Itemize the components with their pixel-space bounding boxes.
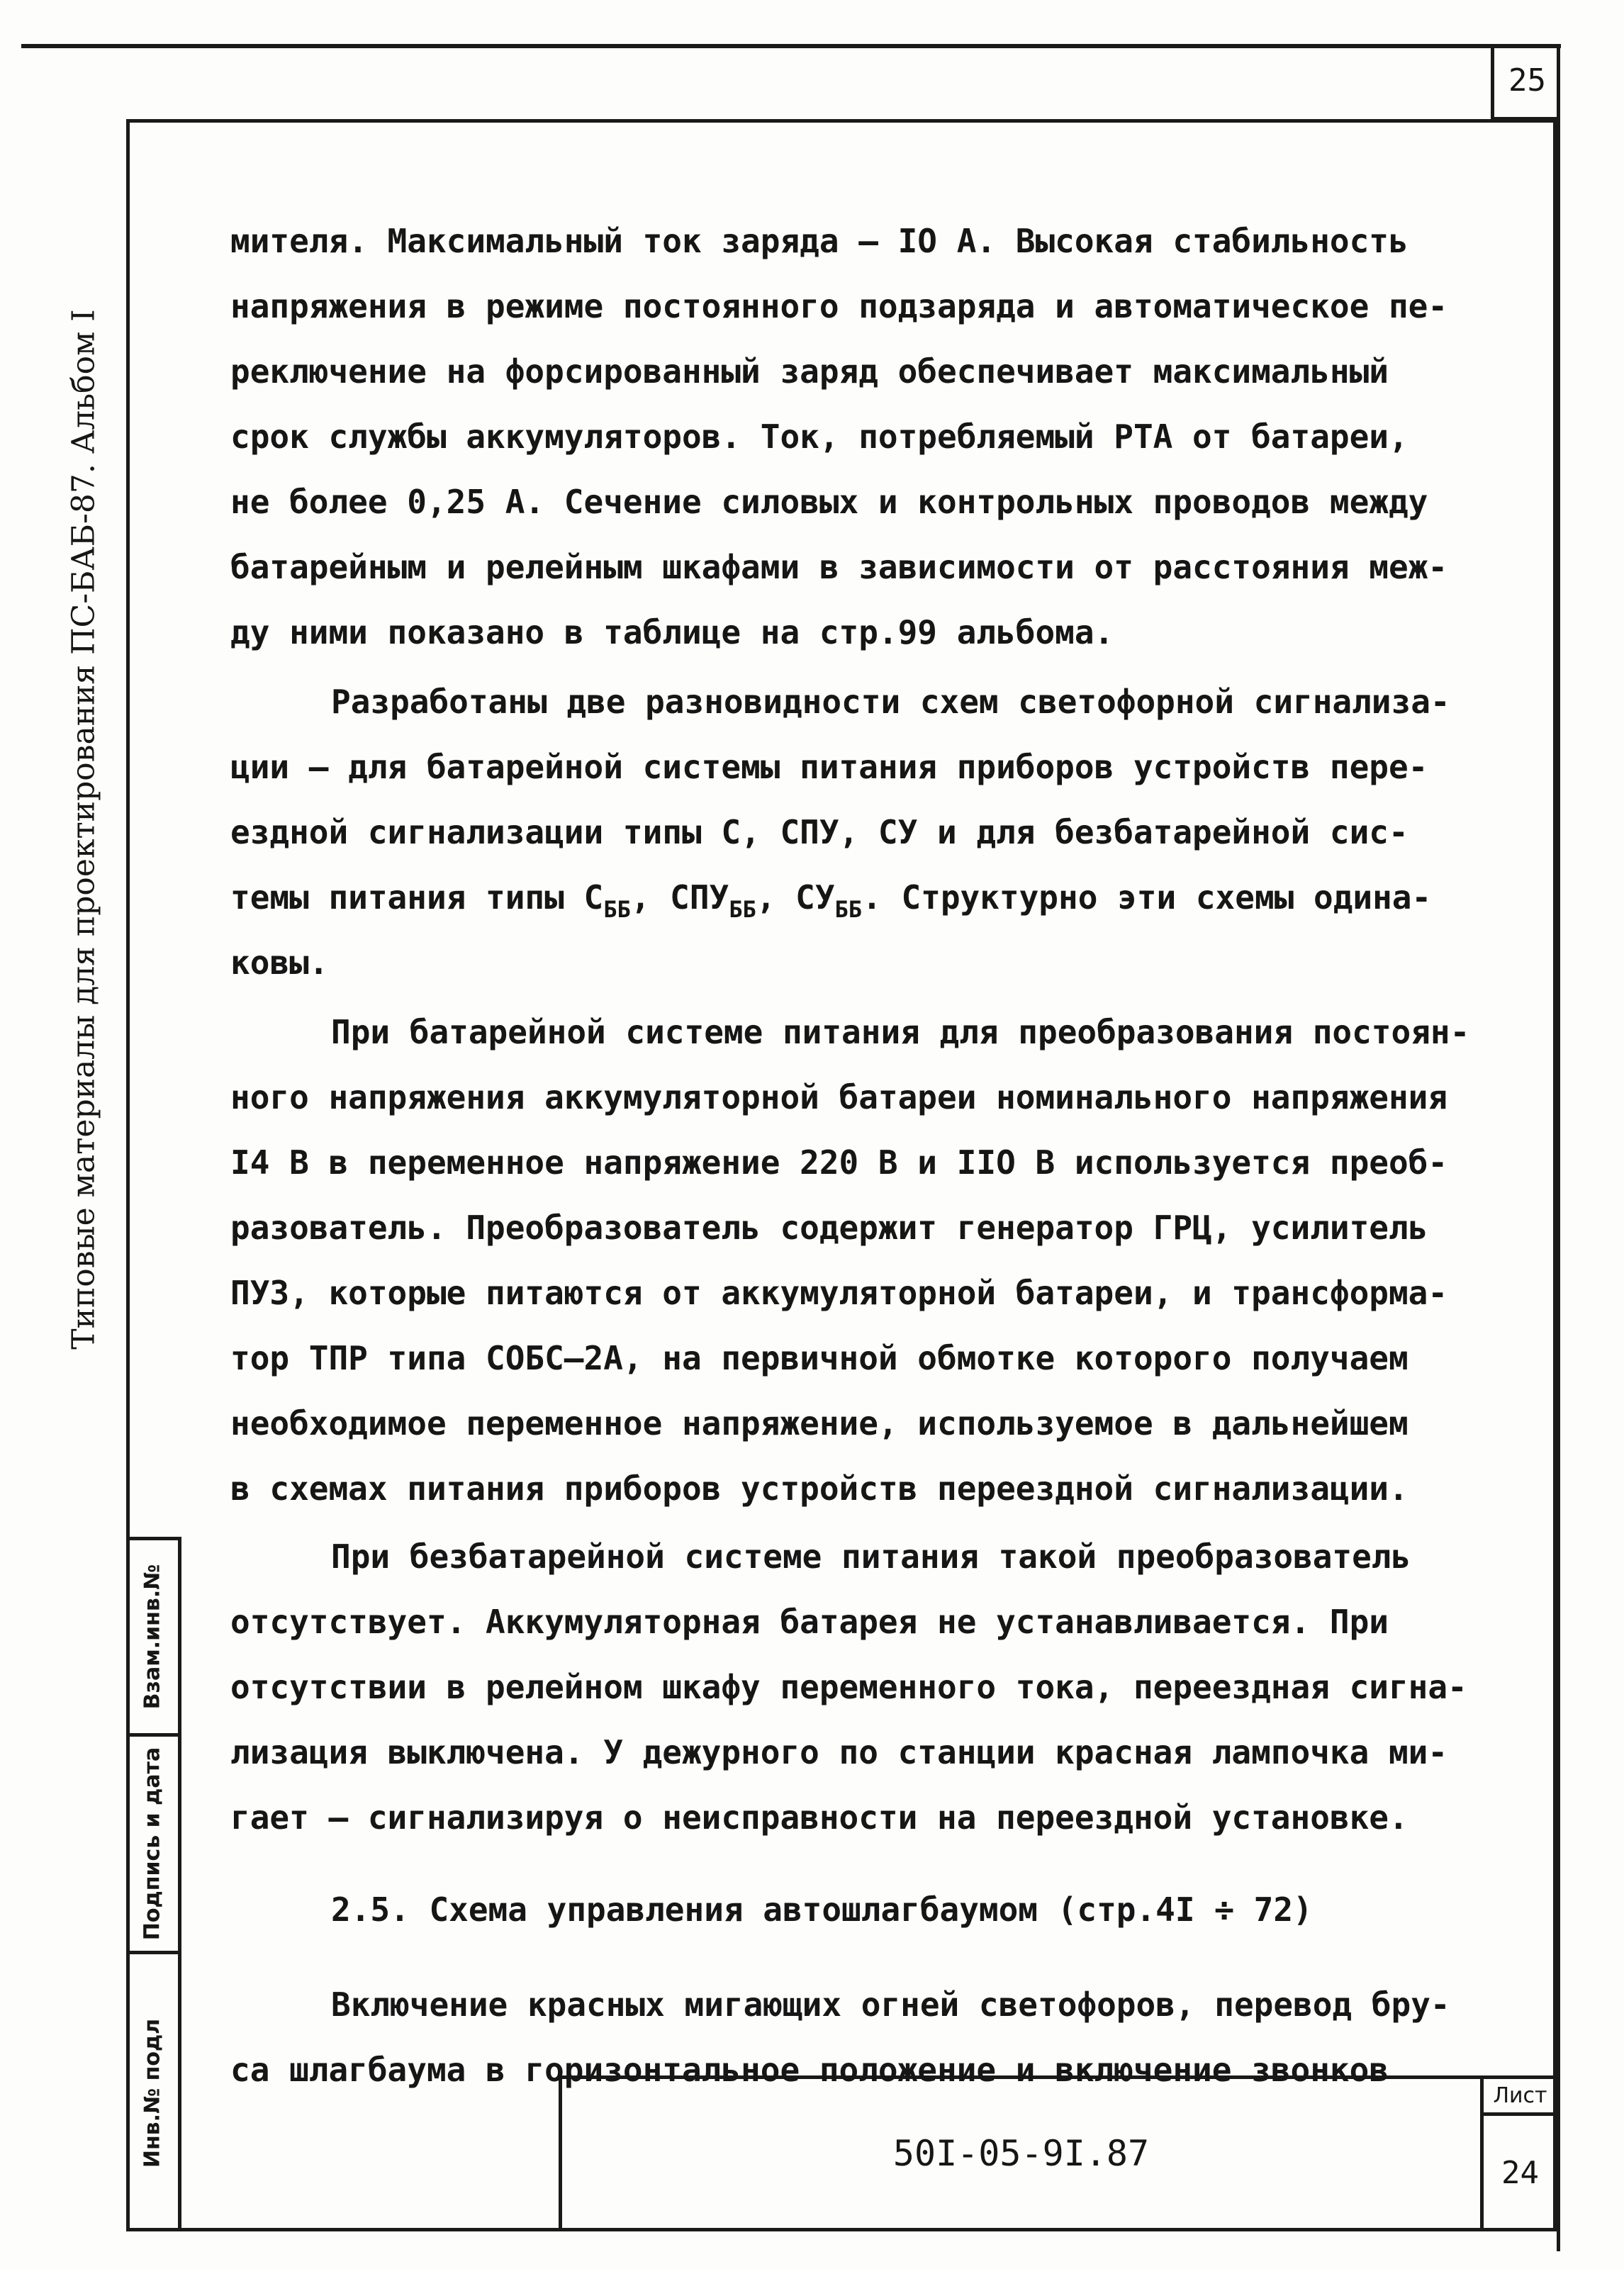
text-line: батарейным и релейным шкафами в зависимости от расстояния меж- — [230, 548, 1448, 586]
text-line: При безбатарейной системе питания такой преобразователь — [331, 1537, 1411, 1576]
sheet-label: Лист — [1484, 2079, 1557, 2116]
text-line: необходимое переменное напряжение, используемое в дальнейшем — [230, 1404, 1409, 1442]
stamp-cell-signature — [126, 1733, 178, 1951]
text-fragment: темы питания типы С — [230, 878, 604, 917]
text-line: При батарейной системе питания для преобразования постоян- — [331, 1013, 1470, 1051]
side-title: Типовые материалы для проектирования ПС-БАБ-87. Альбом I — [65, 309, 102, 1350]
sheet-number: 24 — [1501, 2154, 1539, 2191]
text-fragment: , СУ — [756, 878, 835, 917]
stamp-label-inv-original: Инв.№ подл — [140, 2018, 164, 2168]
stamp-cell-replace-inv — [126, 1537, 178, 1733]
text-line: Разработаны две разновидности схем светофорной сигнализа- — [331, 683, 1450, 721]
text-line: отсутствии в релейном шкафу переменного тока, переездная сигна- — [230, 1668, 1467, 1706]
text-line: лизация выключена. У дежурного по станции красная лампочка ми- — [230, 1733, 1448, 1771]
text-fragment: , СПУ — [630, 878, 729, 917]
text-line: напряжения в режиме постоянного подзаряда и автоматическое пе- — [230, 287, 1448, 325]
text-line: в схемах питания приборов устройств переездной сигнализации. — [230, 1469, 1409, 1508]
text-line: ции – для батарейной системы питания приборов устройств пере- — [230, 748, 1428, 786]
text-line: са шлагбаума в горизонтальное положение и включение звонков — [230, 2051, 1389, 2089]
subscript: ББ — [603, 896, 631, 923]
text-line: не более 0,25 А. Сечение силовых и контрольных проводов между — [230, 483, 1428, 521]
stamp-label-signature: Подпись и дата — [140, 1747, 164, 1941]
subscript: ББ — [834, 896, 863, 923]
text-line: ПУЗ, которые питаются от аккумуляторной батареи, и трансформа- — [230, 1274, 1448, 1312]
text-line: срок службы аккумуляторов. Ток, потребляемый РТА от батареи, — [230, 418, 1409, 456]
stamp-cell-inv-original — [126, 1951, 178, 2231]
text-line: реключение на форсированный заряд обеспечивает максимальный — [230, 352, 1389, 391]
page-number: 25 — [1491, 44, 1560, 121]
top-rule — [21, 44, 1561, 48]
text-line: ездной сигнализации типы С, СПУ, СУ и для безбатарейной сис- — [230, 813, 1409, 851]
text-line: ковы. — [230, 943, 329, 982]
right-rule — [1557, 47, 1560, 2251]
text-fragment: . Структурно эти схемы одина- — [862, 878, 1432, 917]
text-line: мителя. Максимальный ток заряда – IO А. Высокая стабильность — [230, 222, 1409, 260]
subscript: ББ — [729, 896, 756, 923]
text-line: отсутствует. Аккумуляторная батарея не устанавливается. При — [230, 1603, 1389, 1641]
stamp-column — [126, 1537, 181, 2231]
text-line-subscript — [230, 876, 1431, 931]
text-line: гает – сигнализируя о неисправности на переездной установке. — [230, 1798, 1409, 1837]
document-code: 50I-05-9I.87 — [892, 2133, 1150, 2174]
text-line: ного напряжения аккумуляторной батареи номинального напряжения — [230, 1078, 1448, 1116]
text-line: I4 В в переменное напряжение 220 В и IIO В используется преоб- — [230, 1143, 1448, 1182]
section-heading: 2.5. Схема управления автошлагбаумом (стр.4I ÷ 72) — [331, 1890, 1313, 1929]
stamp-label-replace-inv: Взам.инв.№ — [140, 1564, 164, 1710]
text-line: тор ТПР типа СОБС–2А, на первичной обмотке которого получаем — [230, 1339, 1409, 1377]
text-line: разователь. Преобразователь содержит генератор ГРЦ, усилитель — [230, 1209, 1428, 1247]
text-line: Включение красных мигающих огней светофоров, перевод бру- — [331, 1985, 1450, 2024]
text-line: ду ними показано в таблице на стр.99 альбома. — [230, 613, 1114, 651]
